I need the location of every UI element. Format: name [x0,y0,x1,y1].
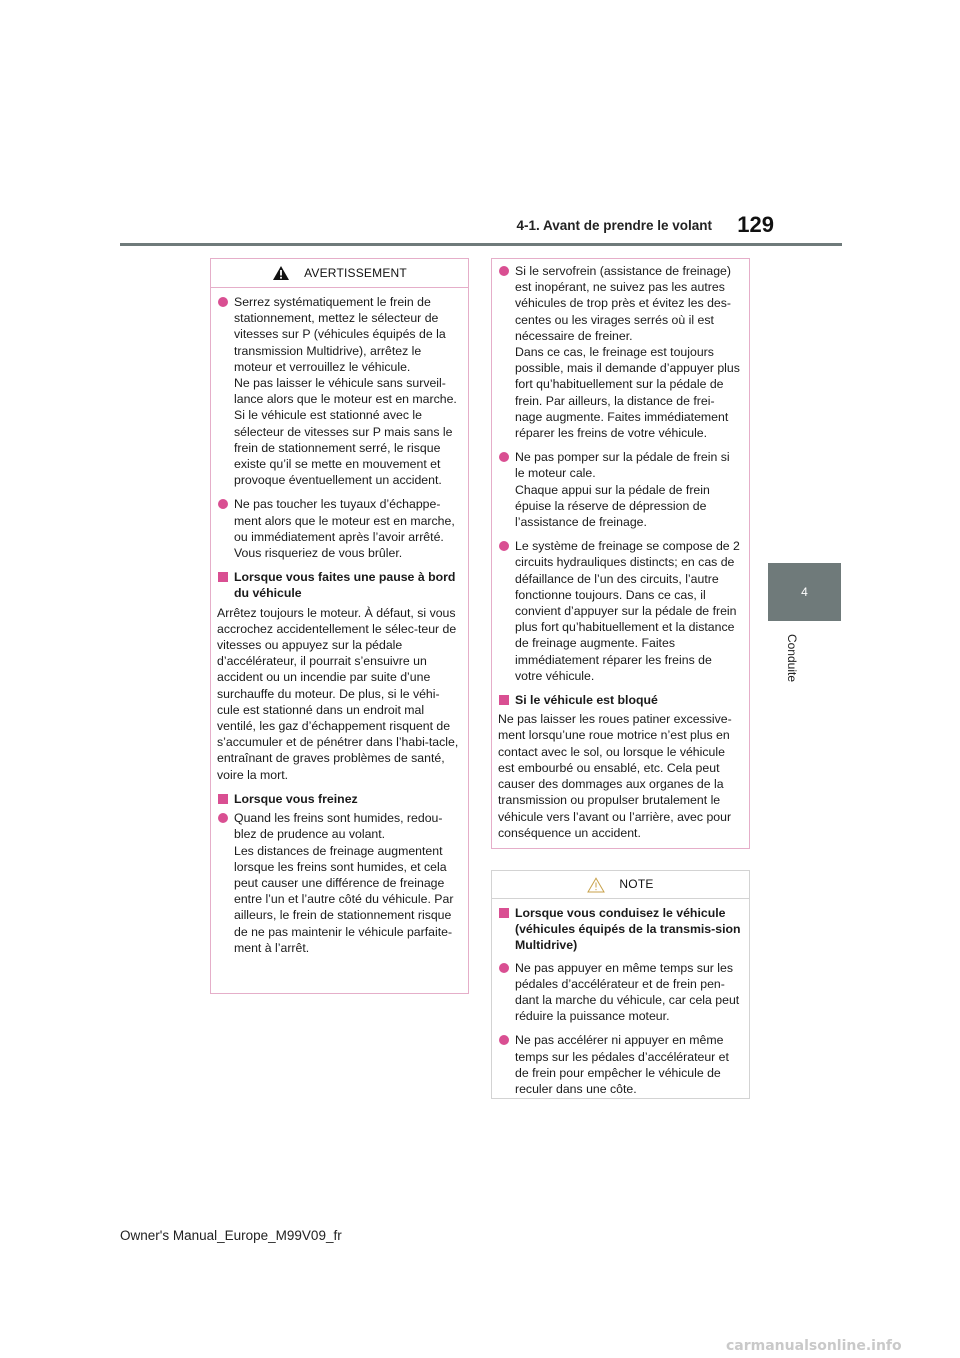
square-bullet-icon [499,908,509,918]
warning-triangle-icon [272,265,290,281]
warning-continuation-box [491,258,750,849]
list-item [217,496,460,561]
item-text: Ne pas pomper sur la pédale de frein si le moteur cale. Chaque appui sur la pédale de frein épuise la réserve de dépression de l’assistance de freinage. [515,450,730,530]
item-text: Ne pas toucher les tuyaux d’échappe-ment alors que le moteur est en marche, ou immédiatement après l’avoir arrêté. Vous risqueriez de vous brûler. [234,497,455,561]
list-item [498,1032,741,1097]
page-number: 129 [737,212,774,237]
square-bullet-icon [218,572,228,582]
item-text: Quand les freins sont humides, redou-blez de prudence au volant. Les distances de freinage augmentent lorsque les freins sont humides, et cela peut causer une différence de freinage entre l’un et l’autre côté du véhicule. Par ailleurs, le frein de stationnement risque de ne pas maintenir le véhicule parfaite-ment à l’arrêt. [234,811,454,955]
list-item [217,294,460,488]
section-title: 4-1. Avant de prendre le volant [516,218,712,233]
item-text: Ne pas accélérer ni appuyer en même temps sur les pédales d’accélérateur et de frein pour empêcher le véhicule de reculer dans une côte. [515,1033,729,1097]
bullet-icon [499,963,509,973]
chapter-tab[interactable]: 4 [768,563,841,621]
subheading: Lorsque vous freinez [217,791,460,807]
paragraph: Ne pas laisser les roues patiner excessive-ment lorsqu’une roue motrice n’est plus en contact avec le sol, ou lorsque le véhicule est embourbé ou ensablé, etc. Cela peut causer des dommages aux organes de la transmission ou propulser brutalement le véhicule vers l’avant ou l’arrière, avec pour conséquence un accident. [498,712,732,840]
list-item [498,263,741,441]
item-text: Serrez systématiquement le frein de stationnement, mettez le sélecteur de vitesses sur P (véhicules équipés de la transmission Multidrive), arrêtez le moteur et verrouillez le véhicule. Ne pas laisser le véhicule sans surveil-lance alors que le moteur est en marche. Si le véhicule est stationné avec le sélecteur de vitesses sur P mais sans le frein de stationnement serré, le risque existe qu’il se mette en mouvement et provoque éventuellement un accident. [234,295,457,488]
subheading: Si le véhicule est bloqué [498,692,741,708]
warning-title: AVERTISSEMENT [304,265,407,280]
square-bullet-icon [499,695,509,705]
item-text: Ne pas appuyer en même temps sur les pédales d’accélérateur et de frein pen-dant la marche du véhicule, car cela peut réduire la puissance moteur. [515,960,740,1024]
bullet-icon [499,266,509,276]
item-text: Le système de freinage se compose de 2 circuits hydrauliques distincts; en cas de défaillance de l’un des circuits, l’autre fonctionne toujours. Dans ce cas, il convient d’appuyer sur la pédale de frein plus fort qu’habituellement et la distance de freinage augmente. Faites immédiatement réparer les freins de votre véhicule. [515,539,740,683]
bullet-icon [218,499,228,509]
warning-box [210,258,469,994]
note-title: NOTE [619,877,654,892]
subheading: Lorsque vous faites une pause à bord du véhicule [217,569,460,601]
header-divider [120,243,842,246]
paragraph: Arrêtez toujours le moteur. À défaut, si vous accrochez accidentellement le sélec-teur de vitesses ou appuyez sur la pédale d’accélérateur, il pourrait s’ensuivre un accident ou un incendie par suite d’une surchauffe du moteur. De plus, si le véhi-cule est stationné dans un endroit mal ventilé, les gaz d’échappement risquent de s’accumuler et de pénétrer dans l’habi-tacle, entraînant de graves problèmes de santé, voire la mort. [217,605,459,782]
warning-header [211,259,468,288]
list-item [498,960,741,1025]
list-item [217,810,460,956]
note-box [491,870,750,1099]
note-header [492,871,749,899]
bullet-icon [499,541,509,551]
item-text: Si le servofrein (assistance de freinage) est inopérant, ne suivez pas les autres véhicules de trop près et évitez les des-centes ou les virages serrés où il est nécessaire de freiner. Dans ce cas, le freinage est toujours possible, mais il demande d’appuyer plus fort qu’habituellement sur la pédale de frein. Par ailleurs, la distance de frei-nage augmente. Faites immédiatement réparer les freins de votre véhicule. [515,264,740,441]
bullet-icon [218,813,228,823]
watermark[interactable]: carmanualsonline.info [726,1338,902,1354]
list-item [498,538,741,684]
list-item [498,449,741,530]
bullet-icon [499,452,509,462]
square-bullet-icon [218,794,228,804]
subheading: Lorsque vous conduisez le véhicule (véhicules équipés de la transmis-sion Multidrive) [498,905,741,954]
bullet-icon [499,1035,509,1045]
chapter-label: Conduite [785,633,799,683]
footer-text: Owner's Manual_Europe_M99V09_fr [120,1228,342,1243]
caution-triangle-icon [587,877,605,893]
bullet-icon [218,297,228,307]
